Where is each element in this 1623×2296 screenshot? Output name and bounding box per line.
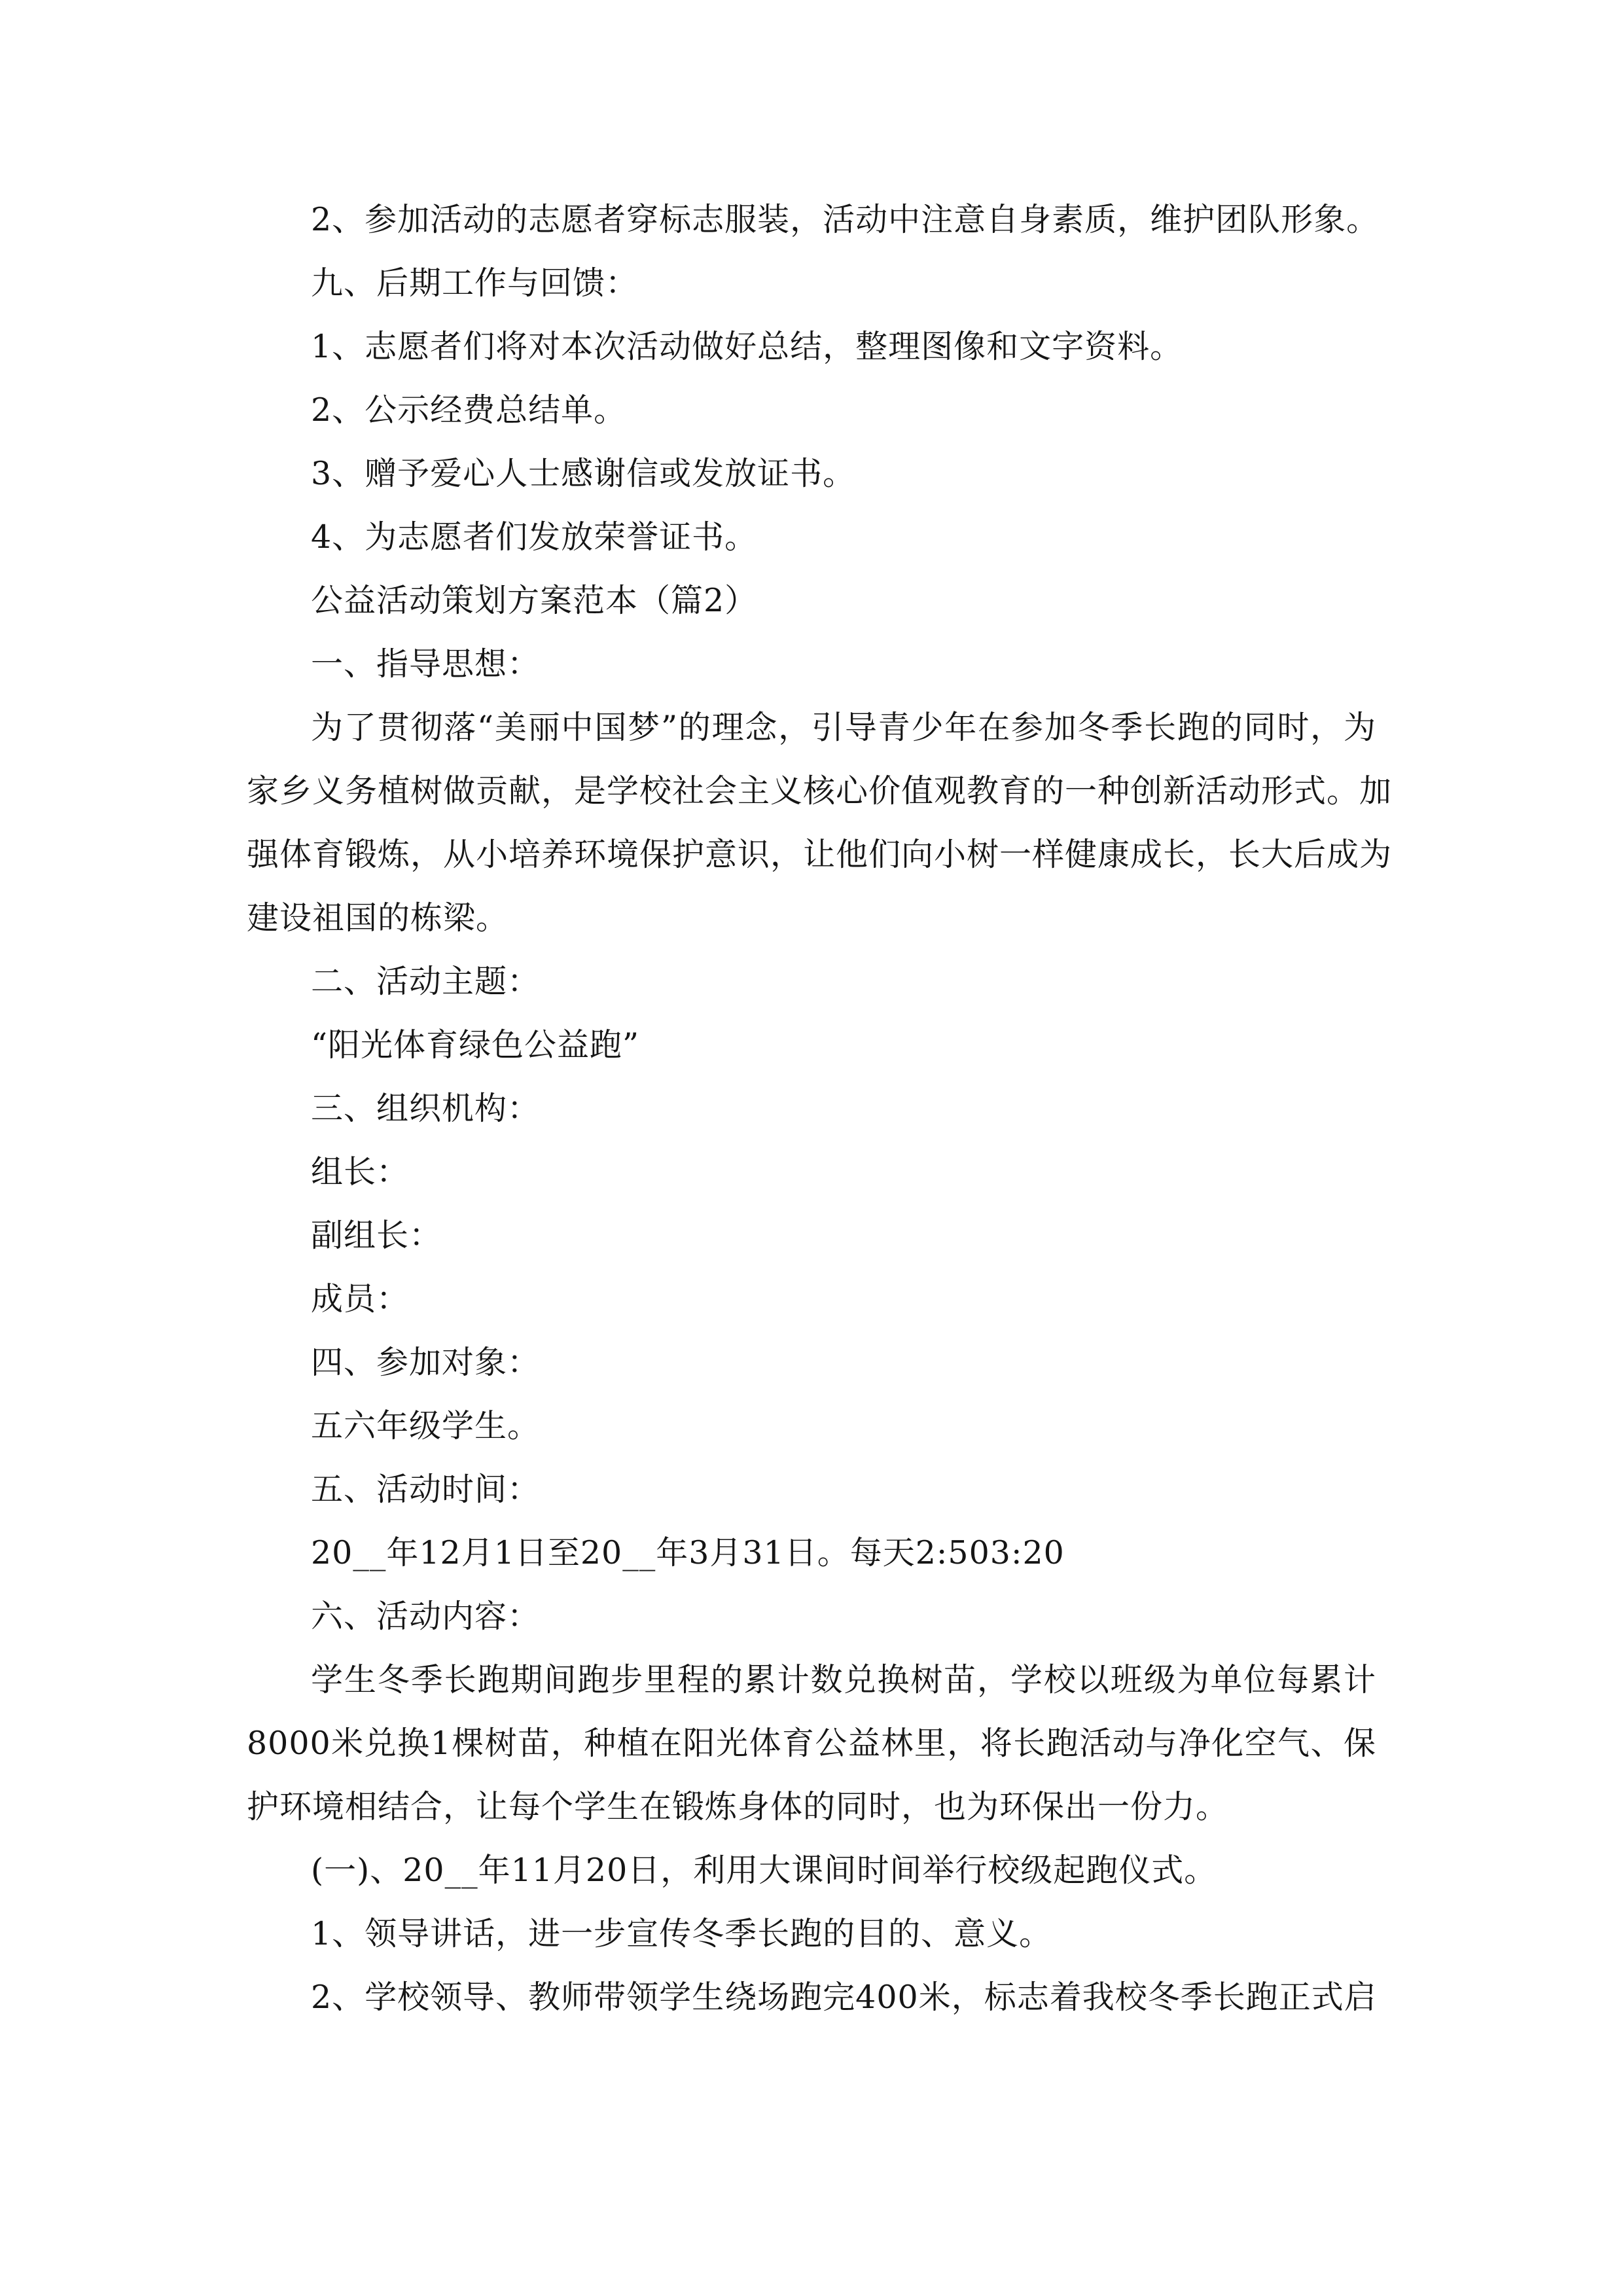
section-heading: 四、参加对象： [311, 1344, 541, 1381]
section-heading: 一、指导思想： [311, 645, 541, 683]
text-line: 组长： [311, 1153, 410, 1191]
paragraph-line: 2、学校领导、教师带领学生绕场跑完400米，标志着我校冬季长跑正式启 [311, 1979, 1377, 2016]
text-line: 2、公示经费总结单。 [311, 391, 627, 429]
text-line: 3、赠予爱心人士感谢信或发放证书。 [311, 455, 856, 492]
section-heading: 六、活动内容： [311, 1598, 541, 1635]
text-line: 五六年级学生。 [311, 1407, 541, 1444]
article-title: 公益活动策划方案范本（篇2） [311, 582, 758, 619]
paragraph-line: 强体育锻炼，从小培养环境保护意识，让他们向小树一样健康成长，长大后成为 [247, 836, 1393, 873]
text-line: 副组长： [311, 1217, 442, 1254]
text-line: 4、为志愿者们发放荣誉证书。 [311, 518, 758, 556]
text-line: (一)、20__年11月20日，利用大课间时间举行校级起跑仪式。 [311, 1852, 1217, 1889]
paragraph-line: 为了贯彻落“美丽中国梦”的理念，引导青少年在参加冬季长跑的同时，为 [311, 709, 1376, 746]
paragraph-line: 8000米兑换1棵树苗，种植在阳光体育公益林里，将长跑活动与净化空气、保 [247, 1725, 1376, 1762]
section-heading: 九、后期工作与回馈： [311, 264, 639, 302]
paragraph-line: 学生冬季长跑期间跑步里程的累计数兑换树苗，学校以班级为单位每累计 [311, 1661, 1376, 1698]
paragraph-line: 护环境相结合，让每个学生在锻炼身体的同时，也为环保出一份力。 [247, 1788, 1229, 1825]
text-line: 20__年12月1日至20__年3月31日。每天2:503:20 [311, 1534, 1065, 1571]
text-line: 1、领导讲话，进一步宣传冬季长跑的目的、意义。 [311, 1915, 1052, 1952]
paragraph-line: 建设祖国的栋梁。 [247, 899, 509, 937]
section-heading: 五、活动时间： [311, 1471, 541, 1508]
section-heading: 三、组织机构： [311, 1090, 541, 1127]
text-line: 1、志愿者们将对本次活动做好总结，整理图像和文字资料。 [311, 328, 1183, 365]
paragraph-line: 家乡义务植树做贡献，是学校社会主义核心价值观教育的一种创新活动形式。加 [247, 772, 1393, 810]
section-heading: 二、活动主题： [311, 963, 541, 1000]
text-line: 2、参加活动的志愿者穿标志服装，活动中注意自身素质，维护团队形象。 [311, 201, 1380, 238]
text-line: “阳光体育绿色公益跑” [311, 1026, 640, 1064]
text-line: 成员： [311, 1280, 410, 1318]
